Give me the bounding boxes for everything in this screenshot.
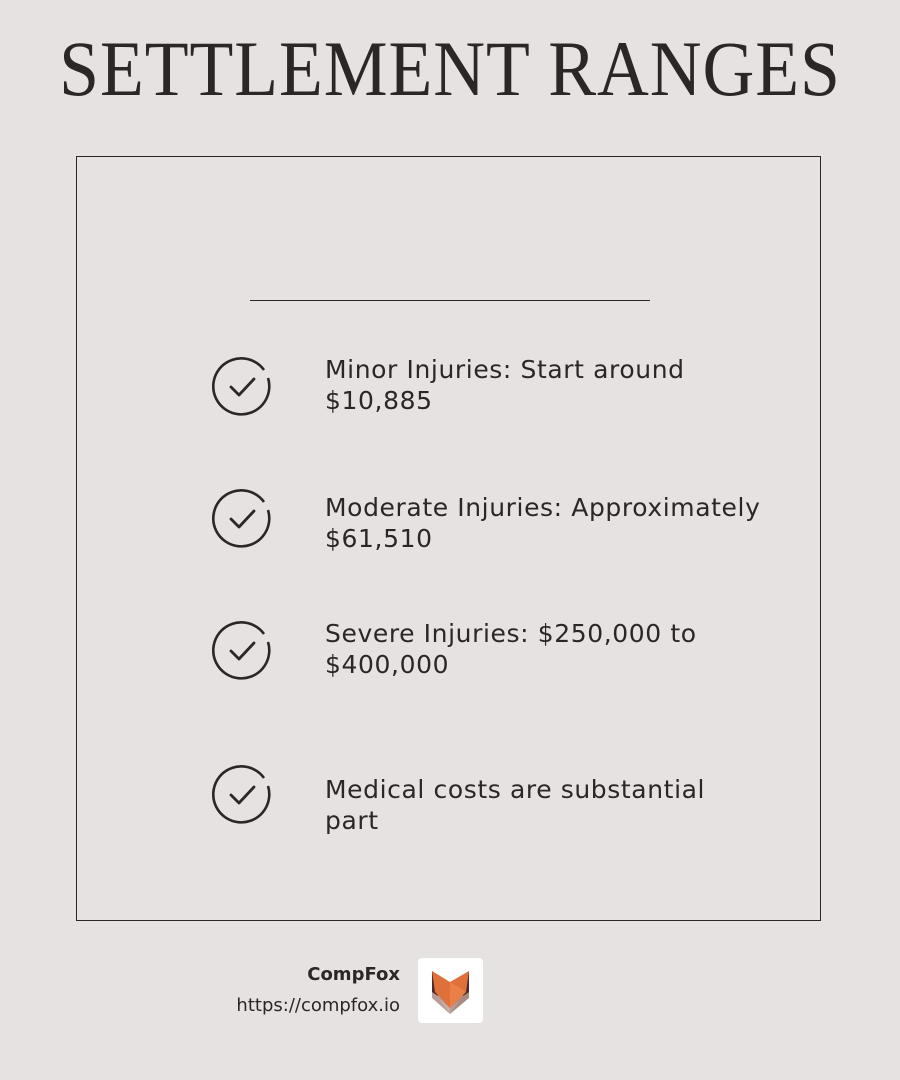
- item-text: Medical costs are substantial part: [325, 775, 706, 835]
- item-text: Severe Injuries: $250,000 to $400,000: [325, 619, 697, 679]
- check-circle-icon: [212, 764, 274, 826]
- check-circle-icon: [212, 488, 274, 550]
- brand-logo: [418, 958, 483, 1023]
- item-text: Minor Injuries: Start around $10,885: [325, 355, 685, 415]
- check-circle-icon: [212, 620, 274, 682]
- check-circle-icon: [212, 356, 274, 418]
- brand-name: CompFox: [307, 964, 400, 985]
- brand-url-link[interactable]: https://compfox.io: [236, 995, 400, 1016]
- page-title: SETTLEMENT RANGES: [59, 25, 841, 112]
- item-text: Moderate Injuries: Approximately $61,510: [325, 493, 761, 553]
- divider-line: [250, 300, 650, 301]
- fox-logo-icon: [418, 958, 483, 1023]
